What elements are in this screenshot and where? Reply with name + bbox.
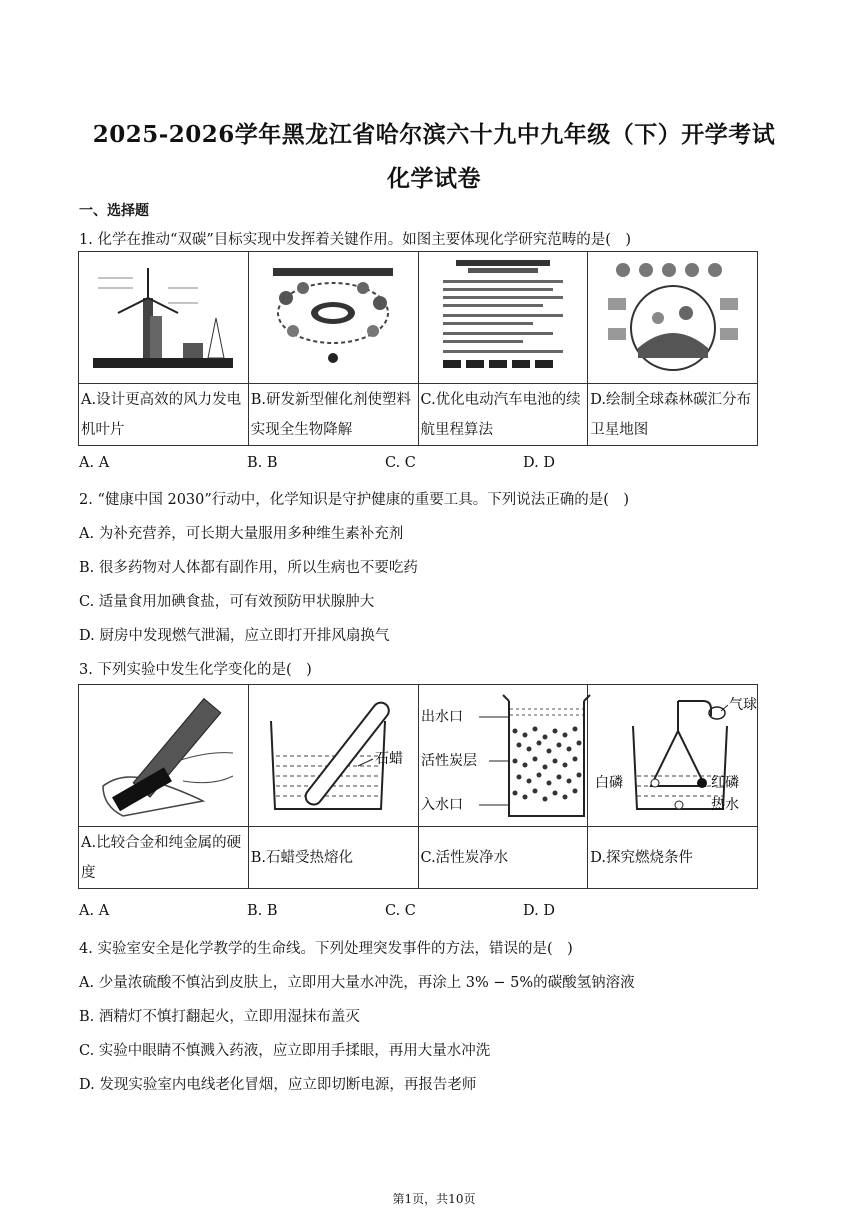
figure-caption-a: A.比较合金和纯金属的硬度 xyxy=(79,827,249,889)
figure-caption-d: D.绘制全球森林碳汇分布卫星地图 xyxy=(588,384,758,446)
question-1-stem: 1. 化学在推动“双碳”目标实现中发挥着关键作用。如图主要体现化学研究范畴的是( ) xyxy=(79,232,632,248)
figure-caption-b: B.石蜡受热熔化 xyxy=(248,827,418,889)
option-c[interactable]: C. C xyxy=(385,903,416,919)
figure-catalyst-cycle xyxy=(248,252,418,384)
option-a[interactable]: A. A xyxy=(79,903,110,919)
exam-title-line2: 化学试卷 xyxy=(387,165,481,192)
figure-caption-a: A.设计更高效的风力发电机叶片 xyxy=(79,384,249,446)
option-a[interactable]: A. A xyxy=(79,455,110,471)
figure-caption-d: D.探究燃烧条件 xyxy=(588,827,758,889)
figure-combustion-setup xyxy=(588,685,758,827)
label-red-phosphorus: 红磷 xyxy=(710,774,739,791)
q4-option-d[interactable]: D. 发现实验室内电线老化冒烟，应立即切断电源，再报告老师 xyxy=(79,1077,477,1093)
label-white-phosphorus: 白磷 xyxy=(594,774,623,791)
figure-caption-c: C.活性炭净水 xyxy=(418,827,588,889)
q2-option-a[interactable]: A. 为补充营养，可长期大量服用多种维生素补充剂 xyxy=(79,526,404,542)
question-4-stem: 4. 实验室安全是化学教学的生命线。下列处理突发事件的方法，错误的是( ) xyxy=(79,941,573,957)
q2-option-d[interactable]: D. 厨房中发现燃气泄漏，应立即打开排风扇换气 xyxy=(79,628,390,644)
option-c[interactable]: C. C xyxy=(385,455,416,471)
section-heading: 一、选择题 xyxy=(79,203,149,219)
q4-option-c[interactable]: C. 实验中眼睛不慎溅入药液，应立即用手揉眼，再用大量水冲洗 xyxy=(79,1043,491,1059)
figure-ev-battery-calc xyxy=(418,252,588,384)
label-carbon-layer: 活性炭层 xyxy=(420,752,477,769)
option-d[interactable]: D. D xyxy=(523,455,555,471)
exam-title-line1: 2025-2026学年黑龙江省哈尔滨六十九中九年级（下）开学考试 xyxy=(92,121,776,148)
label-balloon: 气球 xyxy=(728,696,757,713)
q4-option-a[interactable]: A. 少量浓硫酸不慎沾到皮肤上，立即用大量水冲洗，再涂上 3% − 5%的碳酸氢钠溶液 xyxy=(79,975,635,991)
figure-caption-b: B.研发新型催化剂使塑料实现全生物降解 xyxy=(248,384,418,446)
q2-option-c[interactable]: C. 适量食用加碘食盐，可有效预防甲状腺肿大 xyxy=(79,594,375,610)
label-outlet: 出水口 xyxy=(420,708,463,725)
question-3-figure-table xyxy=(78,684,758,889)
page-footer: 第1页，共10页 xyxy=(392,1192,476,1206)
label-wax: 石蜡 xyxy=(375,750,404,767)
label-hot-water: 热水 xyxy=(710,796,739,813)
figure-wind-turbine xyxy=(79,252,249,384)
question-3-stem: 3. 下列实验中发生化学变化的是( ) xyxy=(79,662,312,678)
figure-carbon-sink-map xyxy=(588,252,758,384)
figure-carbon-filter xyxy=(418,685,588,827)
figure-caption-c: C.优化电动汽车电池的续航里程算法 xyxy=(418,384,588,446)
option-b[interactable]: B. B xyxy=(247,903,278,919)
q4-option-b[interactable]: B. 酒精灯不慎打翻起火，立即用湿抹布盖灭 xyxy=(79,1009,360,1025)
question-2-stem: 2. “健康中国 2030”行动中，化学知识是守护健康的重要工具。下列说法正确的是( ) xyxy=(79,492,630,508)
option-b[interactable]: B. B xyxy=(247,455,278,471)
figure-alloy-scratch xyxy=(79,685,249,827)
figure-wax-heating xyxy=(248,685,418,827)
q2-option-b[interactable]: B. 很多药物对人体都有副作用，所以生病也不要吃药 xyxy=(79,560,418,576)
question-1-figure-table xyxy=(78,251,758,446)
label-inlet: 入水口 xyxy=(420,796,463,813)
option-d[interactable]: D. D xyxy=(523,903,555,919)
